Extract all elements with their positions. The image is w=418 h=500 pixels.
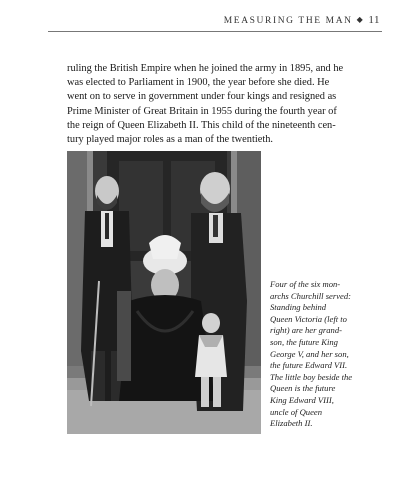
body-line: ruling the British Empire when he joined the army in 1895, and he — [67, 63, 344, 74]
diamond-bullet-icon: ◆ — [356, 15, 365, 24]
caption-line: The little boy beside the — [270, 371, 353, 382]
body-line: went on to serve in government under four kings and resigned as — [67, 91, 337, 103]
body-line: the reign of Queen Elizabeth II. This child of the nineteenth cen- — [67, 119, 336, 131]
header-rule — [48, 31, 382, 32]
body-line: was elected to Parliament in 1900, the year before she died. He — [67, 77, 330, 89]
caption-line: archs Churchill served: — [270, 290, 351, 301]
body-line: Prime Minister of Great Britain in 1955 during the fourth year of — [67, 105, 337, 117]
caption-line: Queen Victoria (left to — [270, 313, 347, 324]
caption-line: Elizabeth II. — [270, 418, 313, 429]
caption-line: the future Edward VII. — [270, 360, 348, 371]
body-paragraph — [67, 62, 357, 147]
caption-line: uncle of Queen — [270, 406, 323, 417]
running-title: MEASURING THE MAN — [223, 16, 353, 26]
caption-line: Queen is the future — [270, 383, 336, 394]
caption-line: Standing behind — [270, 302, 327, 313]
historical-photograph — [67, 151, 261, 434]
photo-caption — [270, 279, 368, 430]
page-number: 11 — [368, 14, 380, 26]
caption-line: right) are her grand- — [270, 325, 343, 336]
caption-line: George V, and her son, — [270, 348, 349, 359]
caption-line: Four of the six mon- — [270, 279, 341, 289]
body-line: tury played major roles as a man of the twentieth. — [67, 134, 274, 146]
caption-line: son, the future King — [270, 336, 338, 347]
photo-illustration — [67, 151, 261, 434]
caption-line: King Edward VIII, — [270, 394, 334, 405]
running-head — [0, 14, 380, 26]
